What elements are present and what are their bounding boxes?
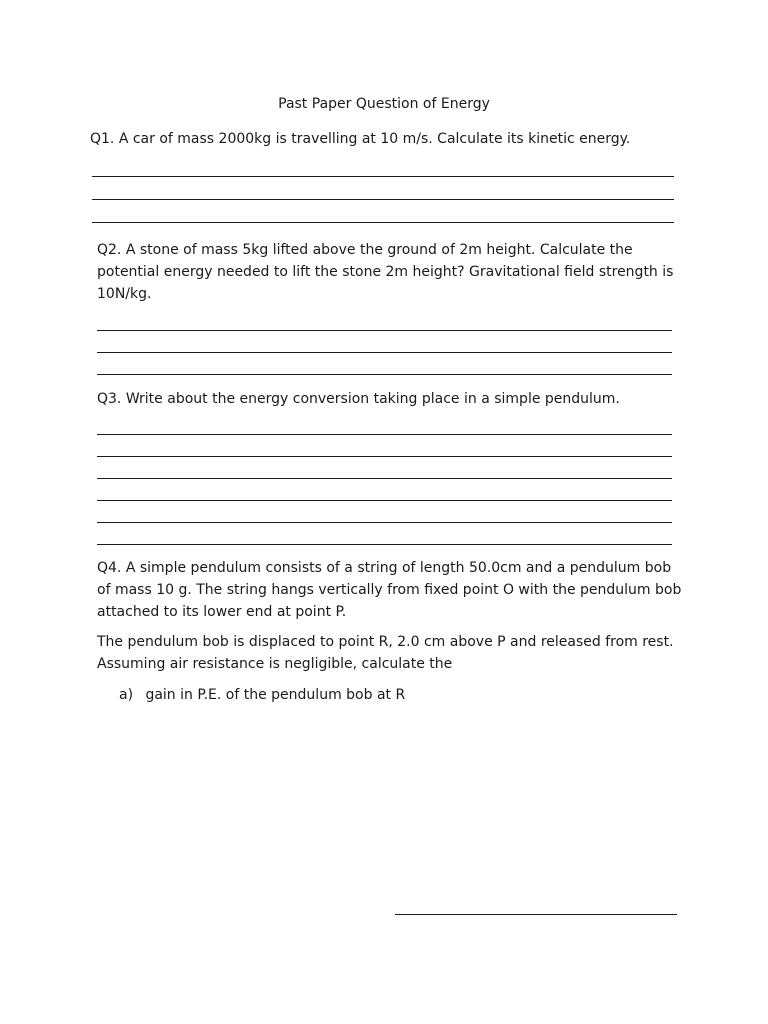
question-4-text-continued: The pendulum bob is displaced to point R, 2.0 cm above P and released from rest. Assuming air resistance is negligible, calculate the — [97, 634, 674, 672]
answer-line — [97, 500, 672, 501]
answer-line — [92, 176, 674, 177]
answer-line — [97, 544, 672, 545]
question-1-text: Q1. A car of mass 2000kg is travelling at 10 m/s. Calculate its kinetic energy. — [90, 131, 631, 147]
answer-line — [97, 478, 672, 479]
part-a-text: gain in P.E. of the pendulum bob at R — [145, 687, 406, 703]
answer-line — [97, 330, 672, 331]
part-a-marker: a) — [119, 687, 134, 703]
question-2-text: Q2. A stone of mass 5kg lifted above the ground of 2m height. Calculate the potential energy needed to lift the stone 2m height? Gravitational field strength is 10N/kg. — [97, 242, 674, 302]
answer-line — [92, 199, 674, 200]
answer-line — [97, 434, 672, 435]
answer-line — [97, 456, 672, 457]
question-4-text: Q4. A simple pendulum consists of a string of length 50.0cm and a pendulum bob of mass 10 g. The string hangs vertically from fixed point O with the pendulum bob attached to its lower end at point P. — [97, 560, 682, 620]
answer-line — [97, 522, 672, 523]
question-4-part-a — [119, 684, 659, 706]
answer-line — [92, 222, 674, 223]
page-title: Past Paper Question of Energy — [278, 96, 490, 112]
answer-line — [97, 352, 672, 353]
question-3-text: Q3. Write about the energy conversion taking place in a simple pendulum. — [97, 391, 620, 407]
answer-line — [395, 914, 677, 915]
answer-line — [97, 374, 672, 375]
